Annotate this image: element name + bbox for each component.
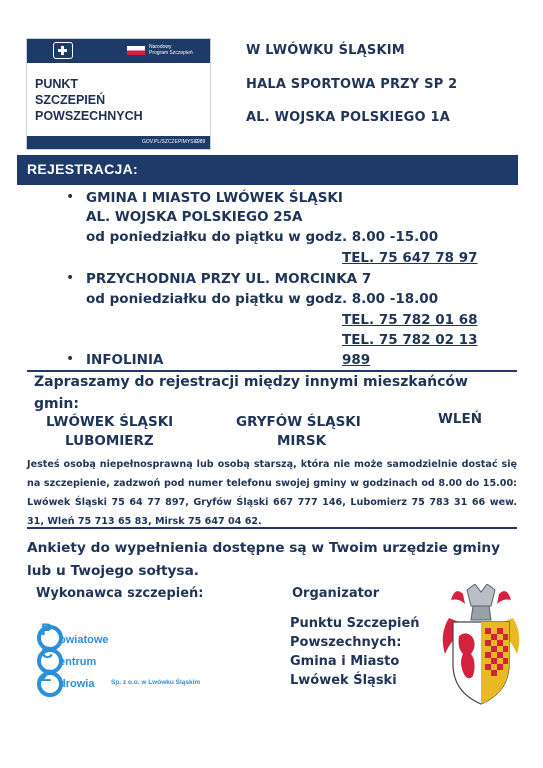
location-address: AL. WOJSKA POLSKIEGO 1A — [246, 110, 451, 125]
pcz-logo-company: Sp. z o.o. w Lwówku Śląskim — [111, 679, 201, 686]
reg-item2-name: PRZYCHODNIA PRZY UL. MORCINKA 7 — [86, 271, 372, 287]
gmina-mirsk: MIRSK — [277, 433, 327, 449]
banner-phone: 989 — [197, 139, 206, 145]
reg-item2-hours: od poniedziałku do piątku w godz. 8.00 -18.00 — [86, 291, 439, 307]
program-logo-text — [149, 44, 193, 56]
organizer-label: Organizator — [292, 586, 380, 601]
organizer-line4: Lwówek Śląski — [290, 673, 397, 688]
banner-header-strip — [27, 39, 211, 63]
gmina-gryfow: GRYFÓW ŚLĄSKI — [236, 414, 361, 430]
pcz-logo — [36, 622, 216, 702]
banner-title — [35, 76, 143, 124]
reg-item3-number[interactable]: 989 — [342, 352, 371, 368]
pcz-word-centrum: entrum — [59, 656, 97, 668]
reg-item2-phone2[interactable]: TEL. 75 782 02 13 — [342, 332, 478, 348]
divider — [27, 370, 517, 372]
organizer-line2: Powszechnych: — [290, 635, 402, 650]
polish-flag-icon — [127, 46, 145, 55]
organizer-line3: Gmina i Miasto — [290, 654, 400, 669]
pcz-letter-c: C — [41, 643, 54, 662]
program-logo-line1: Narodowy — [149, 44, 172, 50]
pcz-letter-z: Z — [41, 666, 52, 685]
invite-text-gmin: gmin: — [34, 396, 79, 412]
reg-item1-hours: od poniedziałku do piątku w godz. 8.00 -15.00 — [86, 229, 439, 245]
location-venue: HALA SPORTOWA PRZY SP 2 — [246, 77, 458, 92]
banner-footer-strip — [27, 136, 211, 149]
bullet-icon: • — [66, 351, 75, 367]
gmina-lubomierz: LUBOMIERZ — [65, 433, 154, 449]
reg-item1-address: AL. WOJSKA POLSKIEGO 25A — [86, 209, 303, 225]
pcz-word-powiatowe: owiatowe — [59, 634, 109, 646]
reg-item1-phone[interactable]: TEL. 75 647 78 97 — [342, 250, 478, 266]
banner-title-line2: SZCZEPIEŃ — [35, 93, 106, 107]
gmina-wlen: WLEŃ — [438, 411, 483, 427]
location-city: W LWÓWKU ŚLĄSKIM — [246, 43, 405, 58]
banner-title-line3: POWSZECHNYCH — [35, 109, 143, 123]
organizer-line1: Punktu Szczepień — [290, 616, 420, 631]
program-logo-line2: Program Szczepień — [149, 50, 193, 56]
coat-of-arms-icon — [437, 584, 525, 706]
assistance-info: Jesteś osobą niepełnosprawną lub osobą starszą, która nie może samodzielnie dostać się na szczepienie, zadzwoń pod numer telefonu swojej gminy w godzinach od 8.00 do 15.00: Lwówek Śląski 75 64 77 897, Gryfów Śląski 667 777 146, Lubomierz 75 783 31 66 wew. 31, Wleń 75 713 65 83, Mirsk 75 647 04 62. — [27, 459, 517, 527]
survey-info: Ankiety do wypełnienia dostępne są w Twoim urzędzie gminy lub u Twojego sołtysa. — [27, 540, 501, 579]
registration-title: REJESTRACJA: — [27, 161, 138, 177]
banner-url: GOV.PL/SZCZEPIMYSIE — [142, 139, 199, 145]
bullet-icon: • — [66, 270, 75, 286]
banner-title-line1: PUNKT — [35, 77, 79, 91]
vaccinator-label: Wykonawca szczepień: — [36, 586, 204, 601]
reg-item3-label: INFOLINIA — [86, 352, 164, 368]
organizer-text — [290, 614, 420, 690]
divider — [27, 527, 517, 529]
registration-header-bar — [17, 155, 518, 185]
bullet-icon: • — [66, 189, 75, 205]
reg-item2-phone1[interactable]: TEL. 75 782 01 68 — [342, 312, 478, 328]
pcz-word-zdrowia: drowia — [59, 678, 95, 690]
medical-kit-icon — [53, 42, 73, 59]
pcz-letter-p: P — [41, 620, 53, 639]
invite-text: Zapraszamy do rejestracji między innymi mieszkańców — [34, 374, 468, 390]
campaign-banner — [26, 38, 211, 150]
reg-item1-name: GMINA I MIASTO LWÓWEK ŚLĄSKI — [86, 190, 343, 206]
gmina-lwowek: LWÓWEK ŚLĄSKI — [46, 414, 174, 430]
